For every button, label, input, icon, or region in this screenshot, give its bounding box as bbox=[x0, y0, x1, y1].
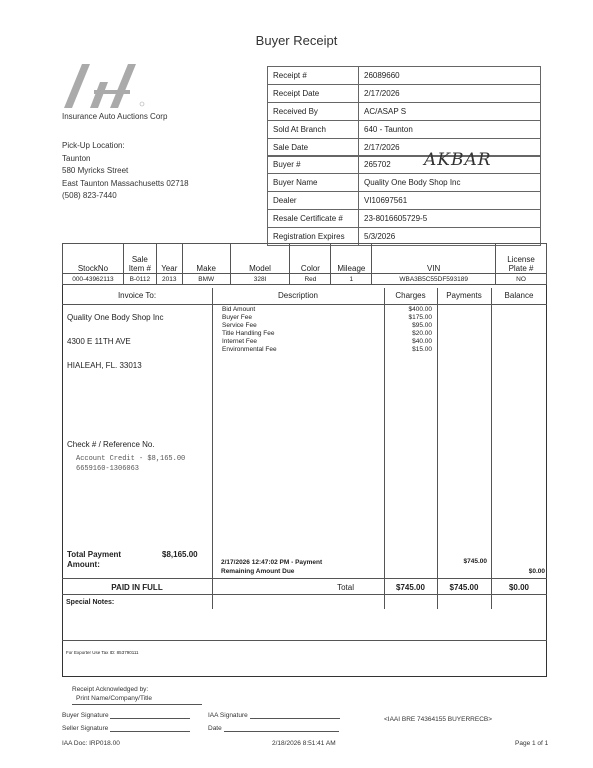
pickup-city: East Taunton Massachusetts 02718 bbox=[62, 178, 189, 188]
total-payment-amount: $8,165.00 bbox=[162, 550, 198, 559]
pickup-location bbox=[62, 140, 189, 203]
fee-desc: Title Handling Fee bbox=[222, 330, 275, 337]
balance-header: Balance bbox=[504, 291, 534, 300]
divider bbox=[212, 288, 213, 609]
payment-amount: $745.00 bbox=[463, 558, 487, 565]
payment-date: 2/17/2026 12:47:02 PM - Payment bbox=[221, 559, 323, 566]
fee-amount: $175.00 bbox=[408, 314, 432, 321]
divider bbox=[491, 288, 492, 609]
page-number: Page 1 of 1 bbox=[515, 740, 549, 747]
page-title: Buyer Receipt bbox=[255, 33, 338, 48]
doc-id: IAA Doc: IRP018.00 bbox=[62, 740, 120, 747]
col-make: Make bbox=[182, 244, 230, 274]
col-model: Model bbox=[230, 244, 290, 274]
reference-number: 6659160-1306063 bbox=[76, 465, 140, 473]
iaa-logo bbox=[60, 62, 148, 110]
company-name: Insurance Auto Auctions Corp bbox=[62, 112, 168, 121]
col-color: Color bbox=[290, 244, 331, 274]
fee-amounts bbox=[384, 306, 432, 354]
iaa-signature: IAA Signature bbox=[208, 711, 340, 719]
print-name-line bbox=[72, 704, 202, 705]
receipt-row: Sale Date 2/17/2026 bbox=[268, 139, 541, 157]
print-timestamp: 2/18/2026 8:51:41 AM bbox=[272, 740, 336, 747]
fee-desc: Internet Fee bbox=[222, 338, 258, 345]
pickup-label: Pick-Up Location: bbox=[62, 141, 125, 150]
total-label: Total bbox=[337, 583, 354, 592]
check-reference-values bbox=[76, 454, 185, 474]
acknowledgement: Receipt Acknowledged by: Print Name/Company/Title bbox=[72, 686, 152, 702]
vehicle-table bbox=[62, 243, 547, 285]
receipt-info-table bbox=[267, 66, 541, 157]
fee-desc: Service Fee bbox=[222, 322, 257, 329]
invoice-to-city: HIALEAH, FL. 33013 bbox=[67, 361, 142, 370]
paid-status: PAID IN FULL bbox=[111, 583, 163, 592]
pickup-street: 580 Myricks Street bbox=[62, 166, 129, 175]
buyer-row: Registration Expires 5/3/2026 bbox=[268, 228, 541, 246]
fee-descriptions bbox=[222, 306, 277, 354]
fee-amount: $40.00 bbox=[412, 338, 432, 345]
col-license: License Plate # bbox=[496, 244, 547, 274]
special-notes-label: Special Notes: bbox=[66, 599, 115, 606]
check-reference-label: Check # / Reference No. bbox=[67, 440, 155, 449]
divider bbox=[62, 640, 547, 641]
divider bbox=[62, 304, 547, 305]
buyer-row: Resale Certificate # 23-8016605729-5 bbox=[268, 210, 541, 228]
buyer-row: Dealer VI10697561 bbox=[268, 192, 541, 210]
pickup-name: Taunton bbox=[62, 153, 91, 163]
fee-amount: $95.00 bbox=[412, 322, 432, 329]
col-vin: VIN bbox=[372, 244, 496, 274]
col-stockno: StockNo bbox=[63, 244, 124, 274]
exporter-tax-id: For Exporter Use Tax ID: 853790111 bbox=[66, 650, 139, 655]
fee-desc: Bid Amount bbox=[222, 306, 256, 313]
total-balance: $0.00 bbox=[508, 583, 530, 592]
receipt-row: Receipt # 26089660 bbox=[268, 67, 541, 85]
pickup-phone: (508) 823-7440 bbox=[62, 191, 117, 200]
payment-line bbox=[221, 558, 322, 576]
col-year: Year bbox=[156, 244, 182, 274]
payments-header: Payments bbox=[446, 291, 482, 300]
divider bbox=[62, 578, 547, 579]
total-charges: $745.00 bbox=[396, 583, 425, 592]
handwritten-name: AKBAR bbox=[424, 150, 492, 170]
buyer-row: Buyer # 265702 bbox=[268, 156, 541, 174]
invoice-to-street: 4300 E 11TH AVE bbox=[67, 337, 131, 346]
vehicle-row: 000-43962113 B-0112 2013 BMW 328I Red 1 WBA3B5C55DF593189 NO bbox=[63, 274, 547, 285]
col-sale-item: Sale Item # bbox=[123, 244, 156, 274]
signature-date: Date bbox=[208, 724, 339, 732]
description-header: Description bbox=[277, 291, 318, 300]
remaining-balance: $0.00 bbox=[528, 568, 545, 575]
barcode-text: <IAAI BRE 74364155 BUYERRECB> bbox=[384, 716, 493, 723]
invoice-to-name: Quality One Body Shop Inc bbox=[67, 313, 164, 322]
buyer-row: Buyer Name Quality One Body Shop Inc bbox=[268, 174, 541, 192]
col-mileage: Mileage bbox=[331, 244, 372, 274]
remaining-due-label: Remaining Amount Due bbox=[221, 568, 295, 575]
seller-signature: Seller Signature bbox=[62, 724, 190, 732]
invoice-to-address bbox=[67, 312, 164, 372]
fee-amount: $400.00 bbox=[408, 306, 432, 313]
receipt-row: Sold At Branch 640 - Taunton bbox=[268, 121, 541, 139]
buyer-signature: Buyer Signature bbox=[62, 711, 190, 719]
total-payments: $745.00 bbox=[449, 583, 479, 592]
divider bbox=[62, 594, 547, 595]
receipt-row: Received By AC/ASAP S bbox=[268, 103, 541, 121]
charges-header: Charges bbox=[395, 291, 426, 300]
fee-amount: $15.00 bbox=[412, 346, 432, 353]
total-payment-label: Total Payment Amount: bbox=[67, 550, 122, 569]
account-credit: Account Credit - $8,165.00 bbox=[76, 455, 186, 463]
receipt-row: Receipt Date 2/17/2026 bbox=[268, 85, 541, 103]
fee-amount: $20.00 bbox=[412, 330, 432, 337]
fee-desc: Buyer Fee bbox=[222, 314, 252, 321]
buyer-info-table bbox=[267, 155, 541, 246]
fee-desc: Environmental Fee bbox=[222, 346, 277, 353]
invoice-to-header: Invoice To: bbox=[117, 291, 157, 300]
